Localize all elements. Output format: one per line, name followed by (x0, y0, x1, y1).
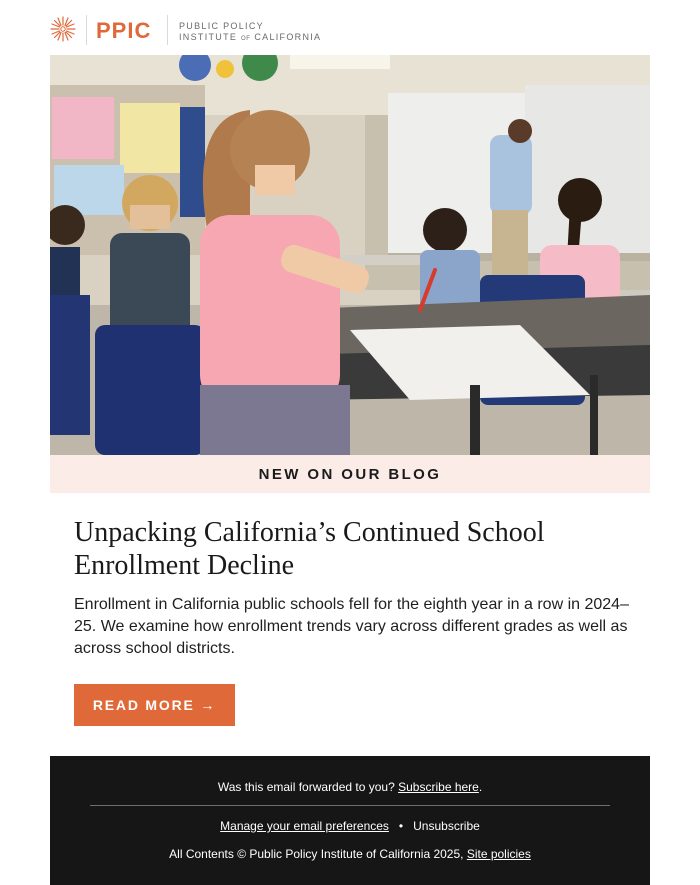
article-title[interactable]: Unpacking California’s Continued School Enrollment Decline (74, 517, 545, 581)
brand-subtitle (179, 21, 321, 45)
brand-subtitle-line2 (179, 32, 321, 45)
forwarded-text: Was this email forwarded to you? (217, 780, 399, 794)
section-label-band (50, 455, 650, 493)
forwarded-line (50, 780, 650, 794)
header (50, 10, 650, 54)
sunburst-logo-icon (50, 16, 76, 42)
unsubscribe-link[interactable]: Unsubscribe (413, 819, 480, 833)
site-policies-link[interactable]: Site policies (466, 847, 531, 861)
copyright-text: All Contents © Public Policy Institute of California 2025, (169, 847, 467, 861)
footer (50, 756, 650, 885)
forwarded-period: . (478, 780, 483, 794)
read-more-button[interactable]: READ MORE → (74, 684, 235, 726)
bullet-separator: • (398, 819, 404, 833)
section-label: NEW ON OUR BLOG (258, 465, 442, 483)
footer-divider (90, 805, 610, 806)
hero-image[interactable] (50, 55, 650, 455)
manage-preferences-link[interactable]: Manage your email preferences (220, 819, 389, 833)
subscribe-link[interactable]: Subscribe here (398, 780, 479, 794)
logo-divider (167, 15, 168, 45)
article-description: Enrollment in California public schools fell for the eighth year in a row in 2024–25. We examine how enrollment trends vary across different grades as well as across school districts. (74, 596, 629, 657)
brand-subtitle-line1: PUBLIC POLICY (179, 21, 264, 31)
preferences-line (50, 819, 650, 833)
brand-wordmark[interactable]: PPIC (96, 18, 152, 43)
subtitle-institute: INSTITUTE (179, 32, 241, 42)
subtitle-california: CALIFORNIA (250, 32, 322, 42)
logo-divider (86, 15, 87, 45)
copyright-line (50, 847, 650, 861)
classroom-photo-icon (50, 55, 650, 455)
subtitle-of: OF (241, 36, 251, 42)
